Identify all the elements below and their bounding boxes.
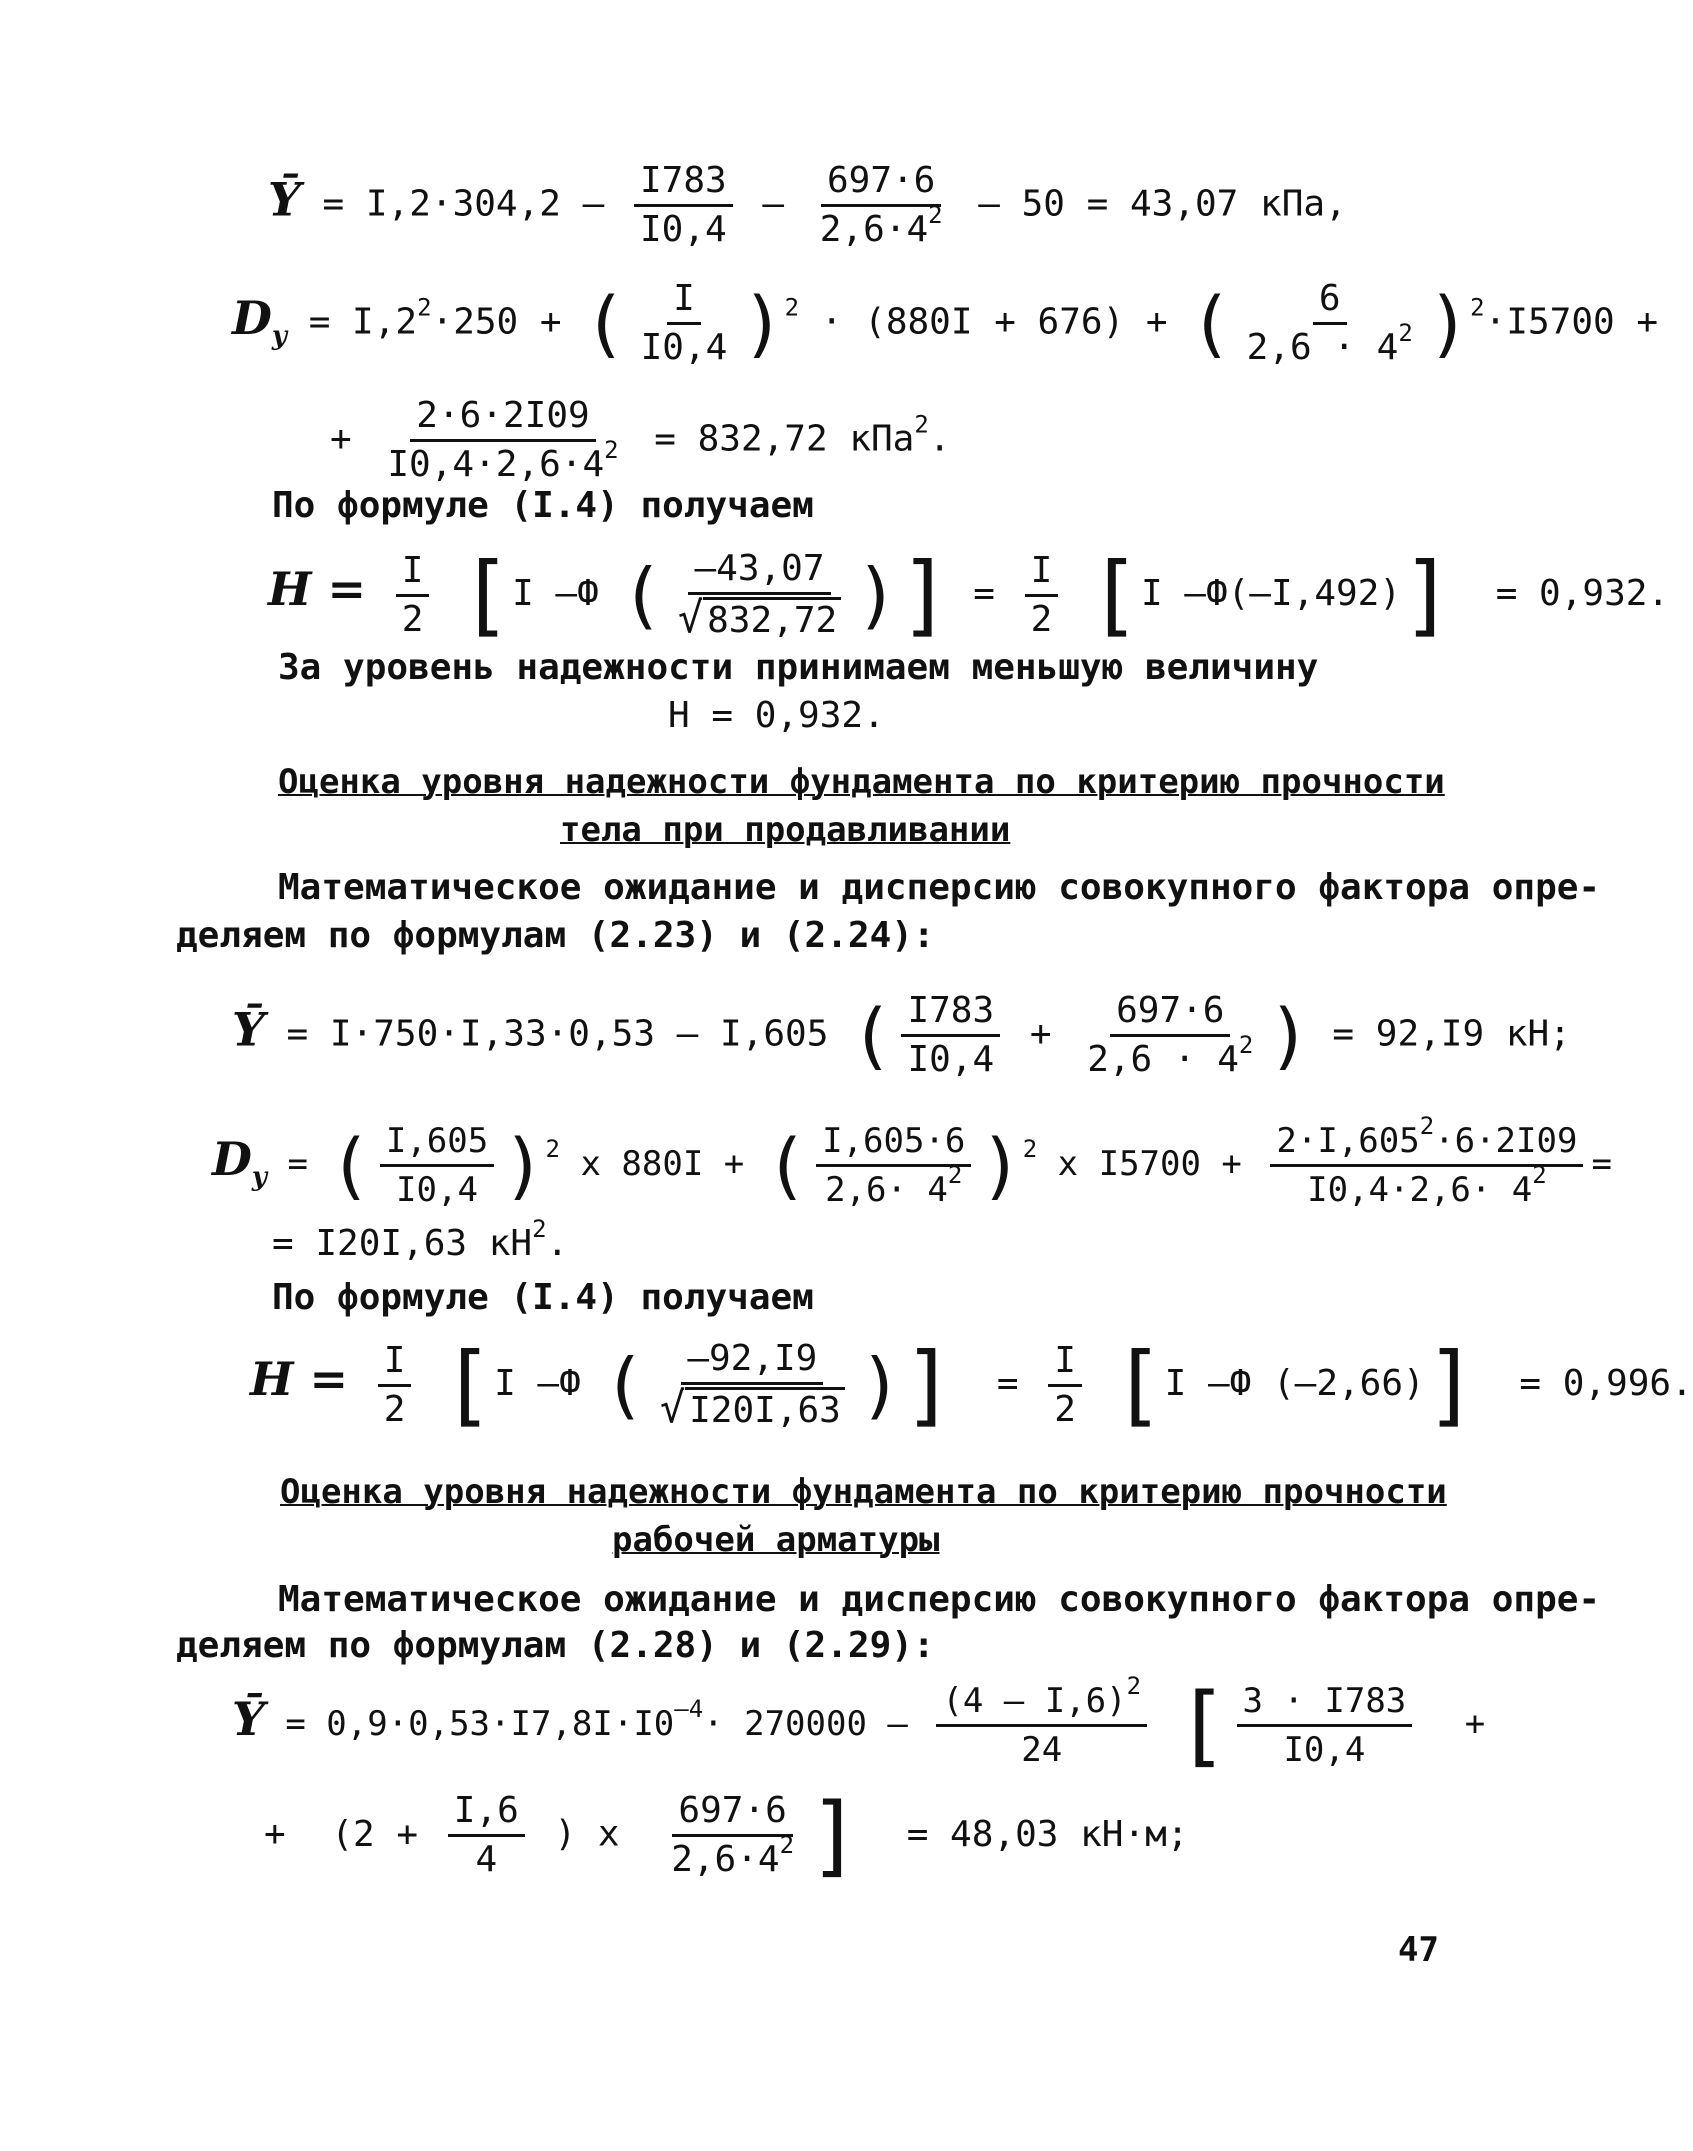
denominator: $I0,4\cdot 2,6\cdot 4^2$ [387, 436, 619, 485]
fraction: $\frac{2\cdot I,605^2\cdot 6\cdot 2I09}{I0,4\cdot 2,6\cdot 4^2}$ [1270, 1120, 1583, 1211]
reliability-value: H = 0,932. [668, 695, 885, 736]
paragraph-intro-1-cont: деляем по формулам (2.23) и (2.24): [176, 915, 935, 956]
fraction: $\frac{-92,I9}{√ I20I,63}$ [654, 1338, 851, 1432]
formula-text: = I·750·I,33·0,53 – I,605 [286, 1013, 829, 1055]
formula-text: ·250 + [431, 301, 562, 343]
numerator: I [667, 278, 701, 325]
numerator: 697·6 [821, 160, 941, 207]
fraction: $\frac{I,6}{4}$ [448, 1790, 525, 1881]
formula-result: = 832,72 кПа [654, 418, 915, 460]
formula-text: I –Ф (–2,66) [1164, 1363, 1425, 1404]
paragraph-intro-2-cont: деляем по формулам (2.28) и (2.29): [176, 1625, 935, 1666]
formula-result: = 48,03 кН·м; [906, 1813, 1189, 1855]
formula-dy-2-result: = I20I,63 $кН^2$. [272, 1215, 569, 1264]
formula-text: = I,2 [308, 301, 418, 343]
formula-dy-2: $D_y$ = ( $\frac{I,605}{I0,4}$ )$^2$ x 880I + ( $\frac{I,605\cdot 6}{2,6\cdot 4^2}$ )$^2$ x I5700 + $\frac{2\cdot I,605^2\cdot 6\cdot 2I09}{I0,4\cdot 2,6\cdot 4^2}$ = [212, 1112, 1612, 1210]
numerator: I783 [634, 160, 733, 207]
fraction: $\frac{I}{2}$ [396, 550, 430, 641]
symbol-d: $D_y$ [232, 290, 287, 351]
fraction: $\frac{(4 - I,6)^2}{24}$ [936, 1680, 1147, 1771]
formula-text: I –Ф(–I,492) [1140, 573, 1402, 614]
formula-h-1: H = $\frac{I}{2}$ [I –Ф ( $\frac{-43,07}{√ 832,72}$ )] = $\frac{I}{2}$ [I –Ф(–I,492)] = 0,932. [268, 543, 1670, 646]
denominator: I0,4 [640, 327, 728, 368]
fraction: $\frac{3 \cdot I783}{I0,4}$ [1237, 1680, 1413, 1771]
formula-text: – [762, 183, 785, 225]
fraction: $\frac{I}{2}$ [378, 1340, 412, 1431]
formula-y-mean-2: Ȳ = I·750·I,33·0,53 – I,605 ( $\frac{I783}{I0,4}$ + $\frac{697\cdot 6}{2,6 \cdot 4^2}$ ) = 92,I9 кН; [232, 990, 1571, 1080]
formula-text: = 0,9·0,53·I7,8I·I0 [285, 1704, 675, 1744]
numerator: –43,07 [688, 548, 830, 595]
formula-text: · (880I + 676) + [820, 301, 1168, 343]
symbol-h: H = [250, 1352, 349, 1406]
section-heading-2: Оценка уровня надежности фундамента по критерию прочности [280, 1472, 1447, 1512]
formula-result: = 0,996. [1519, 1363, 1693, 1404]
formula-text: x 880I + [580, 1144, 745, 1184]
formula-y-mean-3: Ȳ = $0,9\cdot 0,53\cdot I7,8I\cdot I0^{-4}\cdot 270000$ – $\frac{(4 - I,6)^2}{24}$ [ $\frac{3 \cdot I783}{I0,4}$ + [232, 1672, 1486, 1777]
formula-text: I –Ф [494, 1363, 581, 1404]
numerator: 6 [1313, 278, 1347, 325]
fraction [1241, 278, 1419, 369]
formula-h-2: H = $\frac{I}{2}$ [I –Ф ( $\frac{-92,I9}{√ I20I,63}$ )] = $\frac{I}{2}$ [I –Ф (–2,66)] = 0,996. [250, 1333, 1693, 1436]
symbol-h: H = [268, 562, 367, 616]
formula-result: – 50 = 43,07 кПа, [978, 183, 1347, 225]
section-heading-2-line2: рабочей арматуры [612, 1520, 940, 1560]
page-number: 47 [1398, 1930, 1439, 1970]
formula-text: ·I5700 + [1484, 301, 1659, 343]
fraction: $\frac{I,605}{I0,4}$ [380, 1120, 494, 1211]
fraction: $\frac{I}{2}$ [1025, 550, 1059, 641]
formula-result: = 0,932. [1495, 573, 1670, 614]
formula-text: = I,2·304,2 – [322, 183, 605, 225]
fraction [814, 160, 949, 251]
section-heading-1-line2: тела при продавливании [560, 810, 1011, 850]
fraction [672, 548, 847, 642]
section-heading-1: Оценка уровня надежности фундамента по критерию прочности [278, 762, 1445, 802]
paragraph-intro-2: Математическое ожидание и дисперсию совокупного фактора опре- [278, 1579, 1601, 1620]
formula-y-mean-1 [268, 160, 1347, 251]
symbol-d: $D_y$ [212, 1132, 267, 1192]
denominator: I0,4 [639, 209, 727, 250]
symbol-y-bar: Ȳ [232, 1002, 265, 1057]
denominator: $2,6 \cdot 4^2$ [1246, 319, 1413, 368]
formula-text: x I5700 + [1057, 1144, 1242, 1184]
fraction: $\frac{697\cdot 6}{2,6 \cdot 4^2}$ [1087, 990, 1254, 1080]
formula-dy-1-cont: + $\frac{2\cdot 6\cdot 2I09}{I0,4\cdot 2,6\cdot 4^2}$ = 832,72 кПа$^2$. [330, 395, 951, 485]
formula-text: · 270000 – [703, 1704, 908, 1744]
denominator: $2,6\cdot 4^2$ [819, 201, 943, 250]
formula-y-mean-3-cont: + (2 + $\frac{I,6}{4}$ ) x $\frac{697\cdot 6}{2,6\cdot 4^2}$ ] = 48,03 кН·м; [264, 1783, 1189, 1887]
formula-result: = 92,I9 кН; [1332, 1013, 1571, 1055]
denominator: √ 832,72 [672, 595, 847, 642]
fraction [634, 160, 733, 251]
fraction: $\frac{I783}{I0,4}$ [901, 990, 1000, 1081]
fraction: $\frac{I}{2}$ [1048, 1340, 1082, 1431]
numerator: 2·6·2I09 [410, 395, 595, 442]
paragraph-reliability: За уровень надежности принимаем меньшую величину [278, 647, 1319, 688]
fraction: $\frac{697\cdot 6}{2,6\cdot 4^2}$ [671, 1790, 795, 1880]
fraction [635, 278, 734, 369]
paragraph-intro-1: Математическое ожидание и дисперсию совокупного фактора опре- [278, 867, 1601, 908]
fraction [381, 395, 624, 486]
symbol-y-bar: Ȳ [232, 1692, 265, 1746]
paragraph-formula-ref-2: По формуле (I.4) получаем [272, 1277, 814, 1318]
fraction: $\frac{I,605\cdot 6}{2,6\cdot 4^2}$ [816, 1120, 971, 1211]
formula-dy-1: $D_y = I,2^2\cdot 250$ + ( $\frac{I}{I0,4}$ )$^2$ · (880I + 676) + ( $\frac{6}{2,6 \cdot 4^2}$ )$^2$·I5700 + [232, 278, 1659, 368]
formula-text: I –Ф [512, 573, 599, 614]
paragraph-formula-ref: По формуле (I.4) получаем [272, 485, 814, 526]
symbol-y-bar: Ȳ [268, 172, 301, 227]
